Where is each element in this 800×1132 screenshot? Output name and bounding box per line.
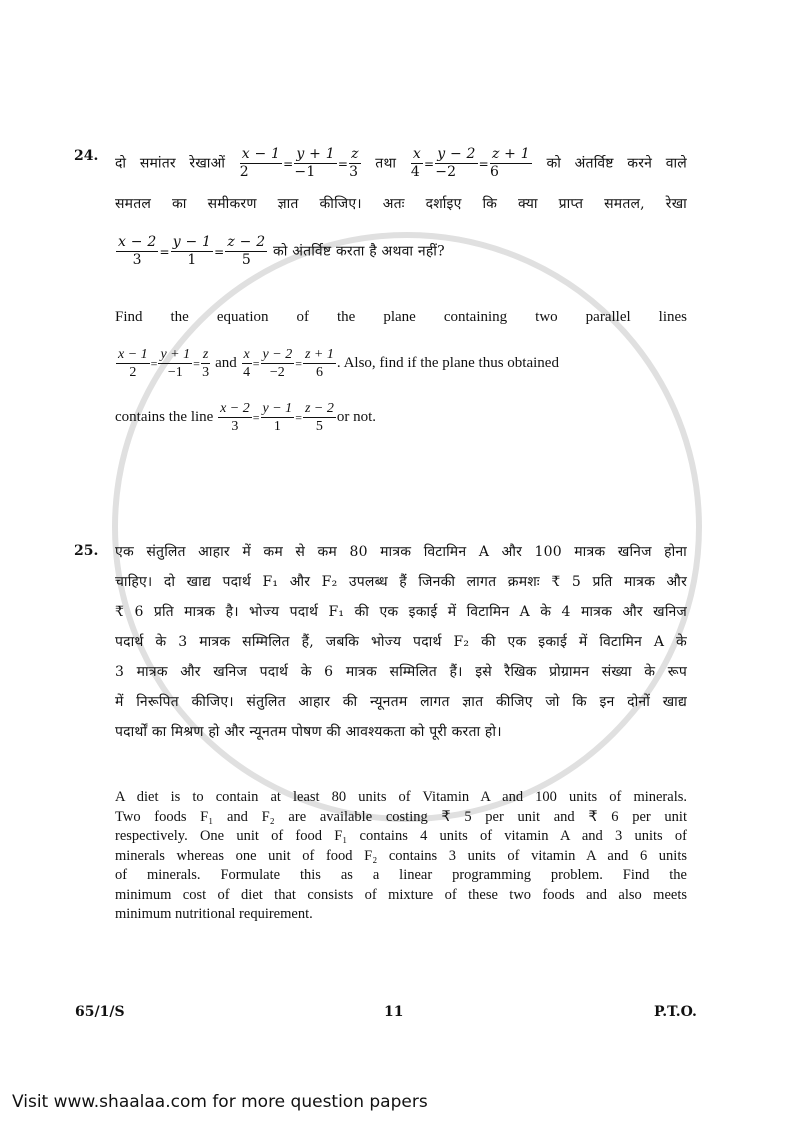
fraction [242,346,252,381]
numerator: y + 1 [160,347,191,362]
q25-hindi-line: पदार्थ के 3 मात्रक सम्मिलित हैं, जबकि भोज्य पदार्थ F₂ की एक इकाई में विटामिन A के [115,634,687,650]
text: and [215,354,237,371]
visit-link[interactable]: Visit www.shaalaa.com for more question papers [12,1092,428,1112]
text: . Also, find if the plane thus obtained [336,354,559,371]
fraction [261,400,295,435]
numerator: x − 1 [118,347,148,362]
q24-english-line-2 [115,346,687,381]
question-number: 25. [74,543,99,559]
q25-english-line: minimum nutritional requirement. [115,906,313,922]
q25-english [115,788,687,925]
q25-hindi-line: में निरूपित कीजिए। संतुलित आहार की न्यूनतम लागत ज्ञात कीजिए जो कि इन दोनों खाद्य [115,694,687,710]
line-equation-1 [239,146,362,180]
text: दो समांतर रेखाओं [115,155,226,172]
q24-english-line-1: Find the equation of the plane containing two parallel lines [115,309,687,325]
q24-hindi-line-2: समतल का समीकरण ज्ञात कीजिए। अतः दर्शाइए कि क्या प्राप्त समतल, रेखा [115,196,687,212]
line-equation-3 [217,401,337,434]
q25-english-line: A diet is to contain at least 80 units of Vitamin A and 100 units of minerals. [115,789,687,805]
denominator: −1 [294,164,316,180]
fraction [490,146,532,181]
text: contains the line [115,408,214,425]
equals-sign: = [478,156,489,171]
numerator: z + 1 [491,146,530,162]
equals-sign: = [252,356,260,371]
numerator: z − 2 [227,234,266,250]
denominator: 3 [202,365,210,380]
numerator: y − 1 [262,401,293,416]
fraction [261,346,295,381]
fraction [303,346,336,381]
fraction [116,346,150,381]
fraction [349,146,361,181]
q25-english-line: respectively. One unit of food F₁ contains 4 units of vitamin A and 3 units of [115,828,687,844]
line-equation-2 [410,146,533,180]
q25-hindi-line: ₹ 6 प्रति मात्रक है। भोज्य पदार्थ F₁ की एक इकाई में विटामिन A के 4 मात्रक और खनिज [115,604,687,620]
denominator: 5 [241,252,251,268]
q24-hindi-line-3 [115,234,687,269]
numerator: x [412,146,421,162]
equals-sign: = [159,244,170,259]
fraction [171,234,213,269]
text: तथा [375,155,397,172]
equals-sign: = [423,156,435,171]
line-equation-3 [115,234,268,268]
fraction [411,146,423,181]
q24-hindi-line-1 [115,146,687,181]
line-equation-2 [241,347,337,380]
denominator: 2 [129,365,137,380]
equals-sign: = [283,156,294,171]
q25-english-line: minimum cost of diet that consists of mixture of these two foods and also meets [115,886,687,903]
denominator: 4 [410,164,420,180]
q25-hindi-line: 3 मात्रक और खनिज पदार्थ के 6 मात्रक सम्मिलित हैं। इसे रैखिक प्रोग्रामन संख्या के रूप [115,664,687,680]
numerator: z [351,146,359,162]
numerator: y − 1 [172,234,212,250]
denominator: −1 [167,365,183,380]
denominator: 4 [243,365,251,380]
fraction [303,400,336,435]
q25-english-line: Two foods F₁ and F₂ are available costing ₹ 5 per unit and ₹ 6 per unit [115,808,687,825]
equals-sign: = [337,156,349,171]
numerator: z − 2 [304,401,334,416]
text: को अंतर्विष्ट करने वाले [546,155,687,172]
numerator: x [243,347,250,362]
denominator: 6 [315,365,323,380]
numerator: x − 2 [118,234,157,250]
fraction [225,234,267,269]
line-equation-1 [115,347,211,380]
numerator: x − 2 [220,401,250,416]
equals-sign: = [295,356,302,371]
text: or not. [336,408,377,425]
fraction [116,234,158,269]
equals-sign: = [214,244,225,259]
equals-sign: = [252,410,260,425]
text: को अंतर्विष्ट करता है अथवा नहीं? [273,243,445,260]
numerator: y − 2 [262,347,293,362]
fraction [435,146,477,181]
question-number: 24. [74,148,99,164]
numerator: y − 2 [437,146,476,162]
equals-sign: = [295,410,302,425]
pto-label: P.T.O. [654,1004,697,1020]
fraction [201,346,210,381]
denominator: 3 [132,252,142,268]
numerator: y + 1 [296,146,335,162]
denominator: −2 [269,365,285,380]
denominator: −2 [435,164,457,180]
fraction [158,346,192,381]
equals-sign: = [150,356,158,371]
q25-english-line: of minerals. Formulate this as a linear programming problem. Find the [115,867,687,883]
numerator: z + 1 [304,347,334,362]
fraction [240,146,282,181]
denominator: 1 [273,419,281,434]
paper-code: 65/1/S [75,1004,125,1020]
equals-sign: = [193,356,200,371]
q25-english-line: minerals whereas one unit of food F₂ contains 3 units of vitamin A and 6 units [115,847,687,864]
q25-hindi-line: चाहिए। दो खाद्य पदार्थ F₁ और F₂ उपलब्ध हैं जिनकी लागत क्रमशः ₹ 5 प्रति मात्रक और [115,574,687,590]
fraction [218,400,252,435]
numerator: z [202,347,209,362]
q25-hindi-line: पदार्थों का मिश्रण हो और न्यूनतम पोषण की आवश्यकता को पूरी करता हो। [115,724,502,740]
q25-hindi-line: एक संतुलित आहार में कम से कम 80 मात्रक विटामिन A और 100 मात्रक खनिज होना [115,544,687,560]
denominator: 6 [489,164,500,180]
fraction [294,146,336,181]
denominator: 1 [187,252,197,268]
denominator: 5 [315,419,323,434]
denominator: 3 [349,164,359,180]
page-number: 11 [384,1004,404,1020]
denominator: 2 [239,164,249,180]
q24-english-line-3 [115,400,687,435]
denominator: 3 [231,419,239,434]
numerator: x − 1 [241,146,281,162]
